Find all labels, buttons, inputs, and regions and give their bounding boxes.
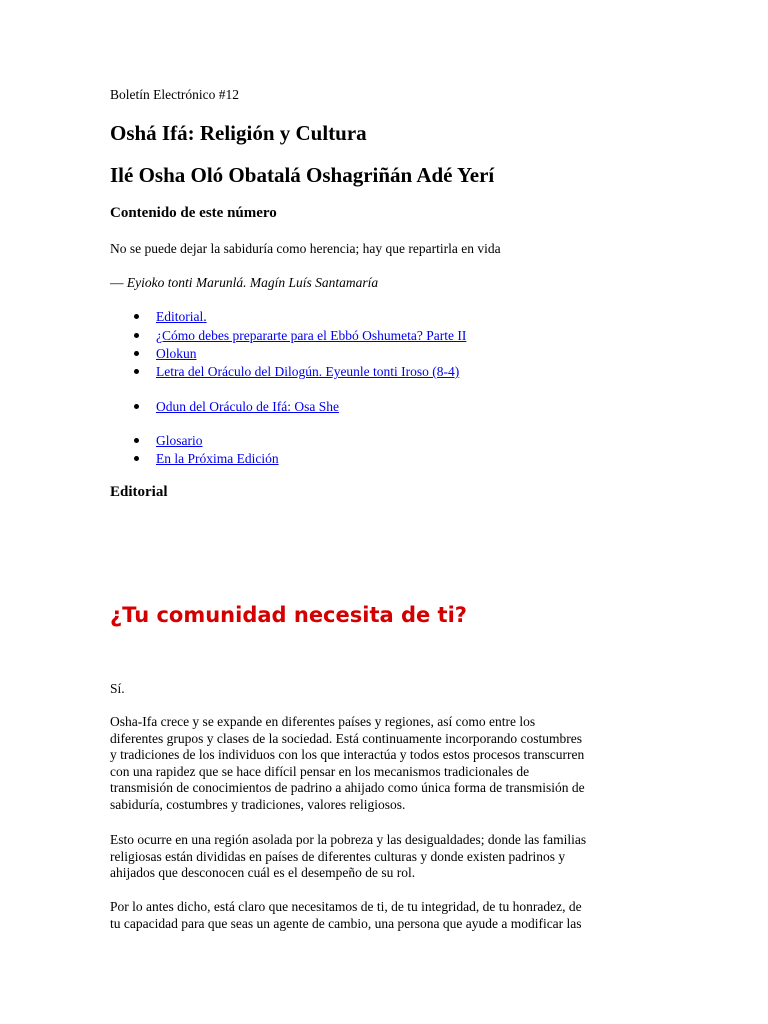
toc-link-ebbo[interactable]: ¿Cómo debes prepararte para el Ebbó Oshumeta? Parte II — [156, 328, 467, 343]
toc-link-editorial[interactable]: Editorial. — [156, 309, 207, 324]
bullet-icon — [134, 404, 139, 409]
bullet-icon — [134, 369, 139, 374]
bullet-icon — [134, 456, 139, 461]
paragraph-line: religiosas están divididas en países de diferentes culturas y donde existen padrinos y — [110, 848, 566, 864]
paragraph-line: Osha-Ifa crece y se expande en diferentes países y regiones, así como entre los — [110, 714, 536, 729]
bullet-icon — [134, 333, 139, 338]
editorial-question: ¿Tu comunidad necesita de ti? — [110, 603, 467, 627]
paragraph-line: tu capacidad para que seas un agente de cambio, una persona que ayude a modificar las — [110, 915, 582, 931]
editorial-answer: Sí. — [110, 681, 125, 696]
paragraph-line: transmisión de conocimientos de padrino a ahijado como única forma de transmisión de — [110, 780, 585, 795]
paragraph-line: y tradiciones de los individuos con los que interactúa y todos estos procesos transcurren — [110, 747, 585, 762]
toc-link-glosario[interactable]: Glosario — [156, 433, 203, 448]
epigraph-dash: — — [110, 275, 124, 290]
toc-link-dilogun[interactable]: Letra del Oráculo del Dilogún. Eyeunle tonti Iroso (8-4) — [156, 364, 460, 379]
epigraph-quote: No se puede dejar la sabiduría como herencia; hay que repartirla en vida — [110, 241, 501, 256]
editorial-paragraph-3 — [110, 899, 658, 932]
contents-heading: Contenido de este número — [110, 205, 277, 221]
toc-link-proxima[interactable]: En la Próxima Edición — [156, 451, 279, 466]
toc-link-ifa[interactable]: Odun del Oráculo de Ifá: Osa She — [156, 399, 339, 414]
toc-link-olokun[interactable]: Olokun — [156, 346, 197, 361]
paragraph-line: ahijados que desconocen cuál es el desempeño de su rol. — [110, 865, 416, 880]
epigraph-attribution — [110, 274, 378, 291]
editorial-paragraph-2 — [110, 832, 658, 882]
page-title: Oshá Ifá: Religión y Cultura — [110, 121, 367, 145]
bulletin-number: Boletín Electrónico #12 — [110, 87, 239, 102]
paragraph-line: diferentes grupos y clases de la sociedad. Está continuamente incorporando costumbres — [110, 730, 582, 746]
bullet-icon — [134, 314, 139, 319]
paragraph-line: Por lo antes dicho, está claro que necesitamos de ti, de tu integridad, de tu honradez, de — [110, 899, 582, 914]
bullet-icon — [134, 438, 139, 443]
epigraph-author: Eyioko tonti Marunlá. Magín Luís Santamaría — [126, 275, 379, 290]
bullet-icon — [134, 351, 139, 356]
editorial-heading: Editorial — [110, 484, 168, 500]
paragraph-line: sabiduría, costumbres y tradiciones, valores religiosos. — [110, 796, 406, 812]
page-subtitle: Ilé Osha Oló Obatalá Oshagriñán Adé Yerí — [110, 163, 495, 187]
paragraph-line: con una rapidez que se hace difícil pensar en los mecanismos tradicionales de — [110, 763, 530, 779]
editorial-paragraph-1 — [110, 714, 658, 813]
paragraph-line: Esto ocurre en una región asolada por la pobreza y las desigualdades; donde las familias — [110, 832, 587, 847]
